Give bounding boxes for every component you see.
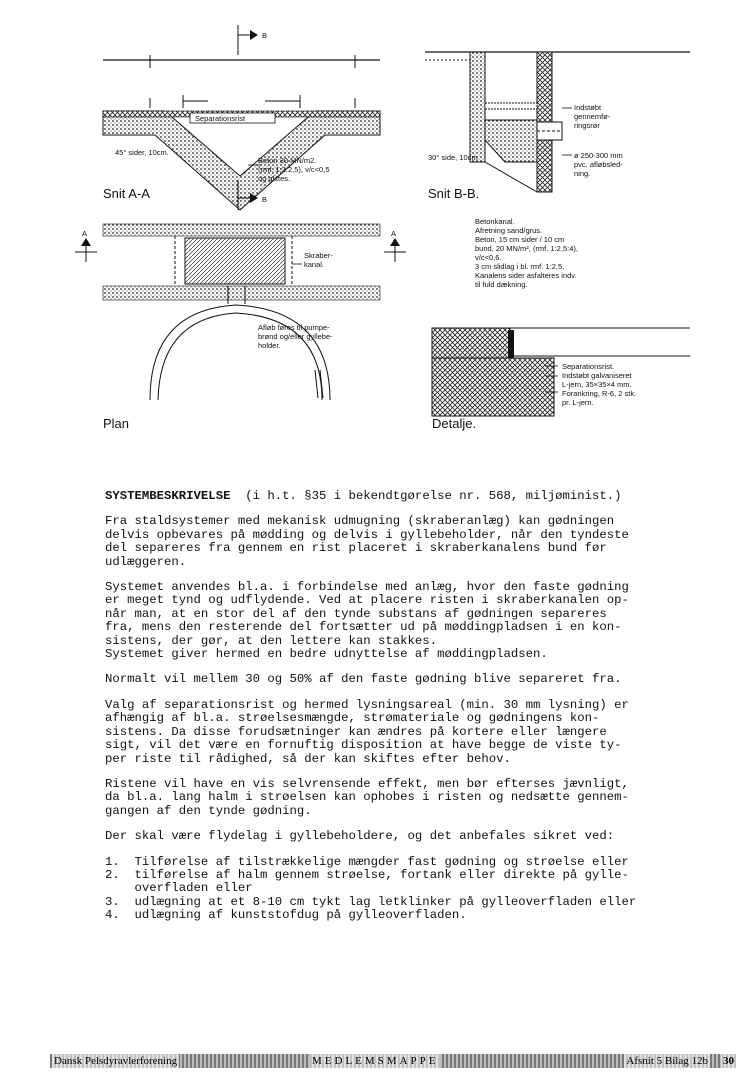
list-item: 3. udlægning at et 8-10 cm tykt lag letklinker på gylleoverfladen eller	[105, 894, 637, 909]
detalje-drawing	[432, 328, 690, 416]
label-45-sider: 45° sider, 10cm.	[115, 148, 169, 157]
plan-drawing	[75, 224, 406, 400]
note-line-6: 3 cm slidlag i bl. rmf. 1:2,5.	[475, 262, 565, 271]
caption-snit-aa: Snit A-A	[103, 186, 150, 201]
detail-label-4: Forankring, R-6, 2 stk.	[562, 389, 637, 398]
page-footer	[50, 1054, 736, 1068]
label-skraber-2: kanal.	[304, 260, 325, 269]
label-separationsrist-aa: Separationsrist	[195, 114, 246, 123]
section-bb-drawing	[425, 52, 690, 192]
page-number: 30	[723, 1055, 734, 1067]
note-line-8: til fuld dækning.	[475, 280, 528, 289]
label-pipe-2: gennemfø-	[574, 112, 611, 121]
list-item: 1. Tilførelse af tilstrækkelige mængder fast gødning og strøelse eller	[105, 854, 629, 869]
footer-organization: Dansk Pelsdyravlerforening	[54, 1055, 178, 1067]
marker-b-bottom: B	[262, 195, 268, 204]
paragraph-6: Der skal være flydelag i gyllebeholdere, og det anbefales sikret ved:	[105, 829, 615, 844]
label-pvc-3: ning.	[574, 169, 591, 178]
caption-plan: Plan	[103, 416, 130, 431]
footer-section: Afsnit 5 Bilag 12b	[626, 1055, 708, 1067]
recommendation-list	[105, 856, 715, 923]
list-item: 4. udlægning af kunststofdug på gylleoverfladen.	[105, 908, 467, 923]
technical-drawings	[0, 0, 740, 450]
detail-label-5: pr. L-jern.	[562, 398, 594, 407]
label-afloeb-2: brønd og/eller gyllebe-	[258, 332, 333, 341]
label-30-side: 30° side, 10cm	[428, 153, 478, 162]
label-pvc-1: ø 250-300 mm	[574, 151, 623, 160]
note-line-1: Betonkanal.	[475, 217, 515, 226]
footer-title: MEDLEMSMAPPE	[312, 1055, 439, 1067]
list-item: 2. tilførelse af halm gennem strøelse, fortank eller direkte på gylle- overfladen eller	[105, 867, 629, 896]
caption-detalje: Detalje.	[432, 416, 477, 431]
section-heading: SYSTEMBESKRIVELSE	[105, 489, 231, 503]
detail-label-1: Separationsrist.	[562, 362, 615, 371]
marker-a-left: A	[82, 229, 88, 238]
betonkanal-notes	[475, 217, 578, 289]
caption-snit-bb: Snit B-B.	[428, 186, 480, 201]
paragraph-4: Valg af separationsrist og hermed lysningsareal (min. 30 mm lysning) er afhængig af bl.a. strøelsesmængde, strømateriale og gødningens kon- sistens. Da disse forudsætninger kan ændres på kortere eller længere sigt, vil det være en fornuftig disposition at have begge de viste ty- per riste til rådighed, så der kan skiftes efter behov.	[105, 697, 629, 766]
detail-label-2: Indstøbt galvaniseret	[562, 371, 632, 380]
heading-line	[105, 490, 715, 503]
label-pipe-1: Indstøbt	[574, 103, 602, 112]
paragraph-2: Systemet anvendes bl.a. i forbindelse med anlæg, hvor den faste gødning er meget tynd og udflydende. Ved at placere risten i skraberkanalen op- når man, at en stor del af den tynde substans af gødningen separeres fra, mens den resterende del fortsætter ud på møddingpladsen i en kon- sistens, der gør, at den lettere kan stakkes. Systemet giver hermed en bedre udnyttelse af møddingpladsen.	[105, 580, 629, 662]
note-line-4: bund, 20 MN/m², (rmf. 1:2,5:4),	[475, 244, 578, 253]
label-beton-2: (rmf. 1:2:2,5), v/c<0,5	[258, 165, 330, 174]
label-beton-3: og glittes.	[258, 174, 291, 183]
detail-label-3: L-jern, 35×35×4 mm.	[562, 380, 632, 389]
label-afloeb-1: Afløb føres til pumpe-	[258, 323, 330, 332]
note-line-2: Afretning sand/grus.	[475, 226, 543, 235]
label-beton-1: Beton 30 MN/m2.	[258, 156, 317, 165]
label-pipe-3: ringsrør	[574, 121, 600, 130]
note-line-5: v/c<0,6.	[475, 253, 502, 262]
note-line-7: Kanalens sider asfalteres indv.	[475, 271, 577, 280]
label-pvc-2: pvc. afløbsled-	[574, 160, 623, 169]
paragraph-3: Normalt vil mellem 30 og 50% af den faste gødning blive separeret fra.	[105, 672, 622, 687]
label-skraber-1: Skraber-	[304, 251, 333, 260]
note-line-3: Beton, 15 cm sider / 10 cm	[475, 235, 565, 244]
paragraph-5: Ristene vil have en vis selvrensende effekt, men bør efterses jævnligt, da bl.a. lang halm i strøelsen kan ophobes i risten og nedsætte gennem- gangen af den tynde gødning.	[105, 776, 629, 818]
label-afloeb-3: holder.	[258, 341, 281, 350]
marker-a-right: A	[391, 229, 397, 238]
heading-reference: (i h.t. §35 i bekendtgørelse nr. 568, miljøminist.)	[230, 489, 622, 503]
system-description	[105, 490, 715, 923]
paragraph-1: Fra staldsystemer med mekanisk udmugning (skraberanlæg) kan gødningen delvis opbevares på mødding og delvis i gyllebeholder, når den tyndeste del separeres fra gennem en rist placeret i skraberkanalens bund før udlæggeren.	[105, 514, 629, 569]
marker-b-top: B	[262, 31, 268, 40]
